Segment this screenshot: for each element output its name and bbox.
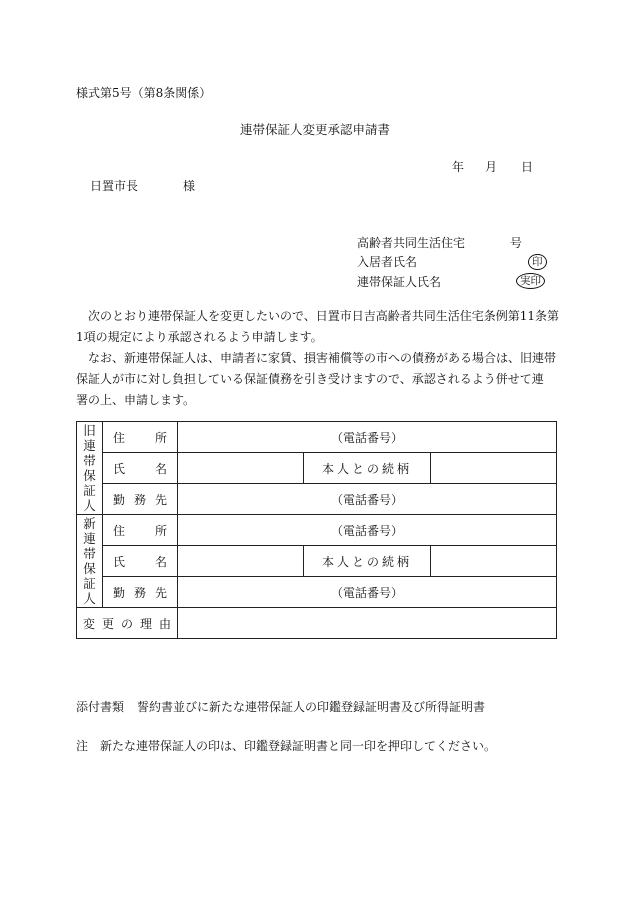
resident-name-label: 入居者氏名 [357, 255, 418, 269]
new-group-char: 連 [83, 531, 96, 546]
paragraph1-line1: 次のとおり連帯保証人を変更したいので、日置市日吉高齢者共同生活住宅条例第11条第 [88, 309, 560, 323]
old-group-char: 証 [83, 483, 96, 498]
new-name-label: 氏 名 [103, 546, 178, 577]
new-guarantor-group [77, 515, 103, 608]
guarantor-seal [516, 273, 545, 289]
recipient-honorific: 様 [183, 179, 196, 193]
paragraph1-line2: 1項の規定により承認されるよう申請します。 [76, 330, 323, 344]
resident-seal [528, 254, 547, 270]
attachments-label: 添付書類 [76, 700, 125, 714]
old-group-char: 保 [83, 468, 96, 483]
paragraph2-line1: なお、新連帯保証人は、申請者に家賃、損害補償等の市への債務がある場合は、旧連帯 [88, 351, 557, 365]
old-group-char: 連 [83, 438, 96, 453]
housing-number-suffix: 号 [510, 236, 523, 250]
old-address-field[interactable] [178, 422, 557, 453]
new-group-char: 新 [83, 516, 96, 531]
new-workplace-label: 勤 務 先 [103, 577, 178, 608]
old-address-label: 住 所 [103, 422, 178, 453]
change-reason-field[interactable] [178, 608, 557, 639]
note-label: 注 [76, 739, 89, 753]
phone-label: （電話番号） [330, 492, 403, 507]
new-address-label: 住 所 [103, 515, 178, 546]
old-relationship-label: 本人との続柄 [304, 453, 430, 484]
old-workplace-label: 勤 務 先 [103, 484, 178, 515]
new-relationship-field[interactable] [430, 546, 556, 577]
paragraph2-line3: 署の上、申請します。 [76, 393, 196, 407]
note-text: 新たな連帯保証人の印は、印鑑登録証明書と同一印を押印してください。 [100, 739, 497, 753]
new-address-field[interactable] [178, 515, 557, 546]
guarantor-seal-mark: 実印 [516, 273, 545, 289]
new-group-char: 保 [83, 561, 96, 576]
old-guarantor-group [77, 422, 103, 515]
paragraph2-line2: 保証人が市に対し負担している保証債務を引き受けますので、承認されるよう併せて連 [76, 372, 544, 386]
old-group-char: 人 [83, 498, 96, 513]
new-relationship-label: 本人との続柄 [304, 546, 430, 577]
new-workplace-field[interactable] [178, 577, 557, 608]
guarantor-table [76, 421, 557, 639]
old-relationship-field[interactable] [430, 453, 556, 484]
phone-label: （電話番号） [330, 523, 403, 538]
change-reason-label: 変 更 の 理 由 [77, 608, 178, 639]
resident-seal-mark: 印 [528, 254, 547, 270]
request-paragraph [76, 306, 560, 411]
date-month: 月 [485, 160, 498, 174]
date-year: 年 [452, 160, 465, 174]
form-number: 様式第5号（第8条関係） [76, 86, 212, 100]
new-group-char: 帯 [83, 546, 96, 561]
old-name-field[interactable] [178, 453, 304, 484]
old-name-label: 氏 名 [103, 453, 178, 484]
page-title: 連帯保証人変更承認申請書 [239, 122, 390, 137]
old-group-char: 帯 [83, 453, 96, 468]
new-group-char: 人 [83, 591, 96, 606]
attachments-text: 誓約書並びに新たな連帯保証人の印鑑登録証明書及び所得証明書 [137, 700, 486, 714]
new-group-char: 証 [83, 576, 96, 591]
date-day: 日 [521, 160, 534, 174]
phone-label: （電話番号） [330, 430, 403, 445]
guarantor-name-label: 連帯保証人氏名 [357, 275, 442, 289]
housing-label: 高齢者共同生活住宅 [357, 236, 466, 250]
recipient-name: 日置市長 [90, 179, 139, 193]
phone-label: （電話番号） [330, 585, 403, 600]
old-workplace-field[interactable] [178, 484, 557, 515]
old-group-char: 旧 [83, 423, 96, 438]
new-name-field[interactable] [178, 546, 304, 577]
